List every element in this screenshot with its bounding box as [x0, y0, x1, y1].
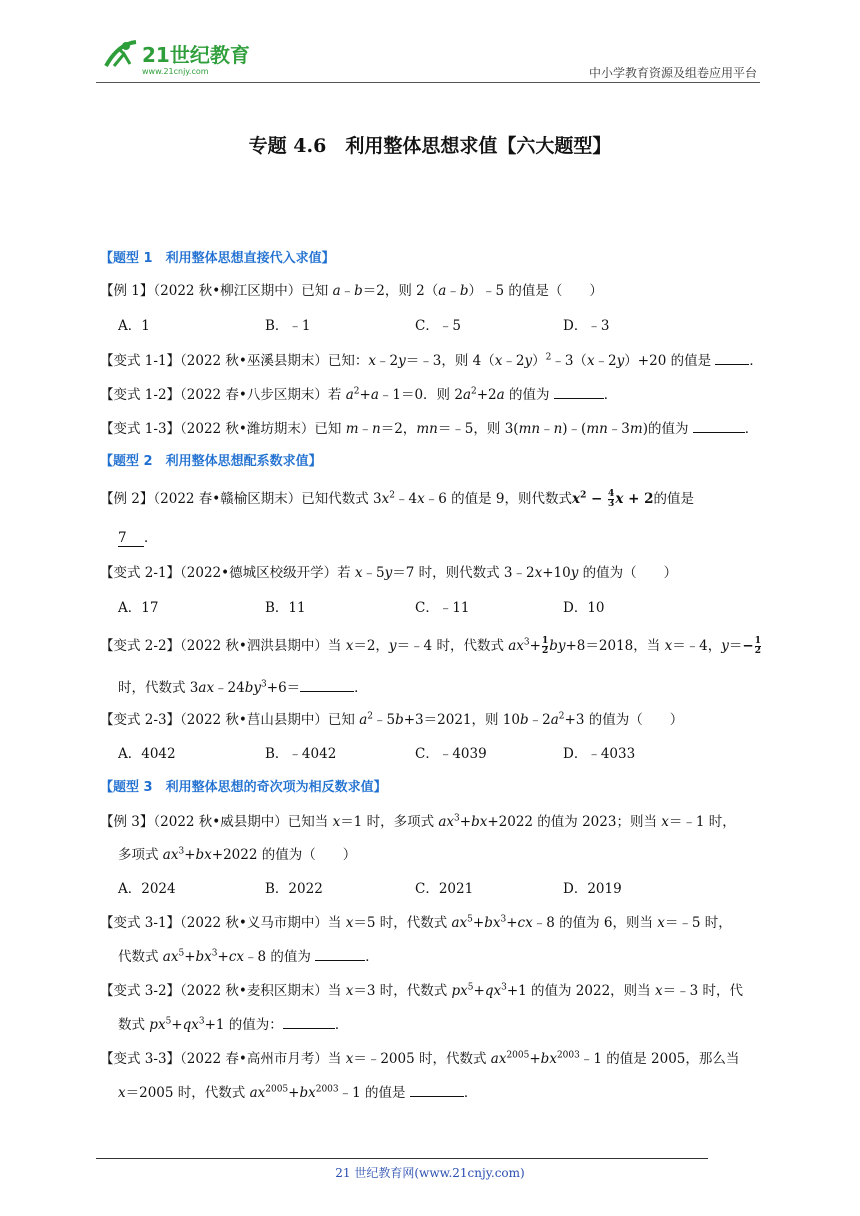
example-3-cont: 多项式 $ax^3+bx+2022$ 的值为（ ）: [118, 846, 357, 863]
option-a: A．2024: [118, 881, 176, 897]
variant-3-1: 【变式 3-1】（2022 秋•义马市期中）当 x＝5 时，代数式 $ax^5+bx^3+cx﹣8$ 的值为 6，则当 x＝﹣5 时，: [100, 914, 732, 931]
svg-text:21世纪教育: 21世纪教育: [142, 43, 250, 67]
footer-link[interactable]: 21 世纪教育网(www.21cnjy.com): [335, 1166, 525, 1180]
example-1: 【例 1】（2022 秋•柳江区期中）已知 a﹣b＝2，则 2（a﹣b）﹣5 的值是（ ）: [100, 283, 603, 299]
example-2-answer-line: 7 ．: [118, 530, 158, 546]
section-heading-2: 【题型 2 利用整体思想配系数求值】: [100, 454, 322, 469]
option-d: D．﹣3: [563, 318, 610, 334]
page-title: 专题 4.6 利用整体思想求值【六大题型】: [248, 135, 612, 157]
variant-1-2: 【变式 1-2】（2022 春•八步区期末）若 $a^2+a﹣1=0$．则 $2a^2+2a$ 的值为 ．: [100, 386, 618, 403]
footer-divider: [96, 1158, 708, 1159]
variant-2-1: 【变式 2-1】（2022•德城区校级开学）若 x﹣5y＝7 时，则代数式 3﹣2x+10y 的值为（ ）: [100, 565, 678, 581]
variant-3-1-cont: 代数式 $ax^5+bx^3+cx﹣8$ 的值为 ．: [118, 948, 379, 965]
platform-name: 中小学教育资源及组卷应用平台: [588, 66, 757, 80]
option-b: B．2022: [265, 881, 323, 897]
option-b: B．﹣1: [265, 318, 311, 334]
variant-1-1: 【变式 1-1】（2022 秋•巫溪县期末）已知：x﹣2y＝﹣3，则 4（x﹣2y）$^2$﹣3（x﹣2y）+20 的值是 ．: [100, 352, 763, 369]
option-b: B．11: [265, 600, 306, 616]
option-c: C．2021: [415, 881, 474, 897]
option-c: C．﹣11: [415, 600, 470, 616]
site-logo: [96, 36, 266, 78]
example-3: 【例 3】（2022 秋•威县期中）已知当 x＝1 时，多项式 $ax^3+bx+2022$ 的值为 2023；则当 x＝﹣1 时，: [100, 813, 736, 830]
variant-3-2-cont: 数式 $px^5+qx^3+1$ 的值为： ．: [118, 1016, 349, 1033]
variant-3-2: 【变式 3-2】（2022 秋•麦积区期末）当 x＝3 时，代数式 $px^5+qx^3+1$ 的值为 2022，则当 x＝﹣3 时，代: [100, 982, 743, 999]
option-d: D．10: [563, 600, 605, 616]
variant-3-3: 【变式 3-3】（2022 春•高州市月考）当 x＝﹣2005 时，代数式 $ax^{2005}+bx^{2003}﹣1$ 的值是 2005，那么当: [100, 1050, 740, 1067]
option-d: D．﹣4033: [563, 746, 636, 762]
answer-blank: 7: [118, 530, 144, 547]
variant-2-2-cont: 时，代数式 $3ax﹣24by^3+6=$ ．: [118, 679, 368, 696]
variant-2-3: 【变式 2-3】（2022 秋•莒山县期中）已知 $a^2﹣5b+3=2021$，则 $10b﹣2a^2+3$ 的值为（ ）: [100, 711, 684, 728]
header-divider: [96, 82, 760, 83]
option-b: B．﹣4042: [265, 746, 337, 762]
option-a: A．1: [118, 318, 150, 334]
section-heading-3: 【题型 3 利用整体思想的奇次项为相反数求值】: [100, 780, 387, 795]
option-c: C．﹣5: [415, 318, 461, 334]
example-2: 【例 2】（2022 春•赣榆区期末）已知代数式 $3x^2﹣4x﹣6$ 的值是 9，则代数式$x^2$ − $\frac{4}{3}$ x + 2的值是: [100, 489, 694, 509]
svg-text:www.21cnjy.com: www.21cnjy.com: [142, 67, 209, 76]
variant-2-2: 【变式 2-2】（2022 秋•泗洪县期中）当 x＝2，y＝﹣4 时，代数式 $ax^3+$ $\frac{1}{2}$ by+8＝2018，当 x＝﹣4，y＝− $\frac{1}{2}$: [100, 636, 761, 656]
variant-1-3: 【变式 1-3】（2022 秋•潍坊期末）已知 m﹣n＝2，mn＝﹣5，则 3(mn﹣n)﹣(mn﹣3m)的值为 ．: [100, 421, 759, 437]
option-a: A．17: [118, 600, 159, 616]
option-a: A．4042: [118, 746, 176, 762]
section-heading-1: 【题型 1 利用整体思想直接代入求值】: [100, 251, 335, 266]
option-c: C．﹣4039: [415, 746, 487, 762]
option-d: D．2019: [563, 881, 622, 897]
variant-3-3-cont: x＝2005 时，代数式 $ax^{2005}+bx^{2003}﹣1$ 的值是 ．: [118, 1084, 478, 1101]
